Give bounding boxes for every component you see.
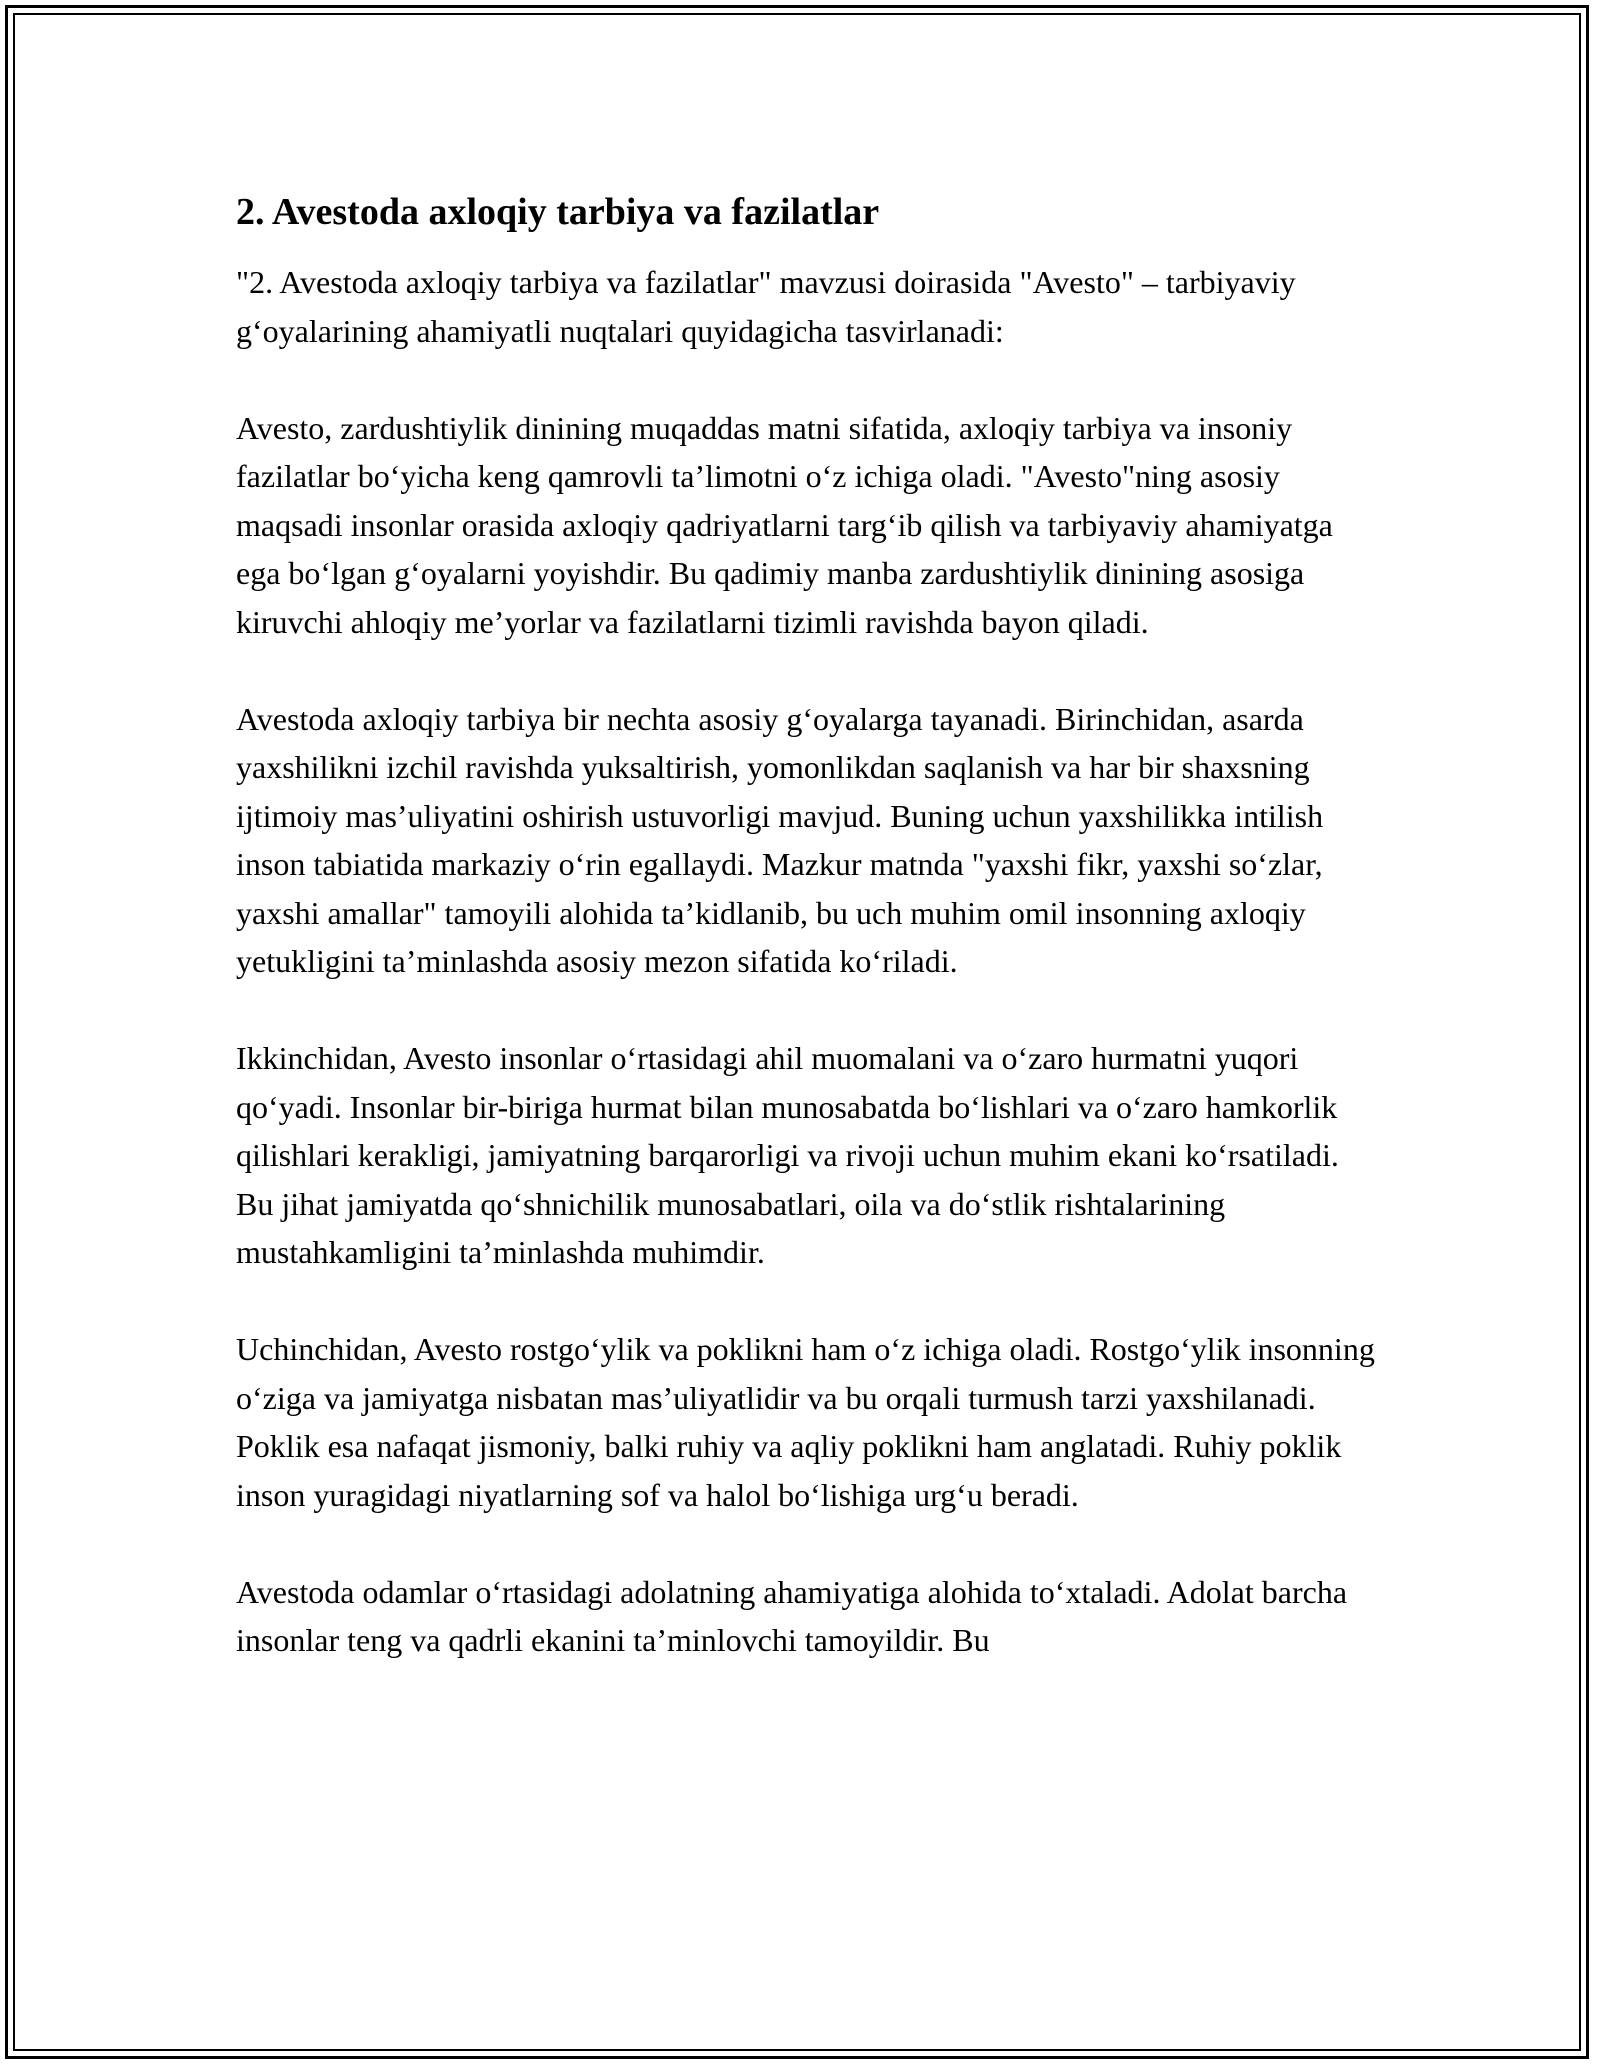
paragraph-intro: "2. Avestoda axloqiy tarbiya va fazilatlar" mavzusi doirasida "Avesto" – tarbiyaviy g‘oyalarining ahamiyatli nuqtalari quyidagicha tasvirlanadi: [236,264,1296,349]
paragraph-justice: Avestoda odamlar o‘rtasidagi adolatning ahamiyatiga alohida to‘xtaladi. Adolat barcha insonlar teng va qadrli ekanini ta’minlovchi tamoyildir. Bu [236,1573,1348,1658]
paragraph-third-principle: Uchinchidan, Avesto rostgo‘ylik va poklikni ham o‘z ichiga oladi. Rostgo‘ylik insonning o‘ziga va jamiyatga nisbatan mas’uliyatlidir va bu orqali turmush tarzi yaxshilanadi. Poklik esa nafaqat jismoniy, balki ruhiy va aqliy poklikni ham anglatadi. Ruhiy poklik inson yuragidagi niyatlarning sof va halol bo‘lishiga urg‘u beradi. [236,1331,1375,1513]
paragraph-avesto-overview: Avesto, zardushtiylik dinining muqaddas matni sifatida, axloqiy tarbiya va insoniy fazilatlar bo‘yicha keng qamrovli ta’limotni o‘z ichiga oladi. "Avesto"ning asosiy maqsadi insonlar orasida axloqiy qadriyatlarni targ‘ib qilish va tarbiyaviy ahamiyatga ega bo‘lgan g‘oyalarni yoyishdir. Bu qadimiy manba zardushtiylik dinining asosiga kiruvchi ahloqiy me’yorlar va fazilatlarni tizimli ravishda bayon qiladi. [236,409,1333,640]
document-body [236,186,1376,1713]
paragraph-first-principle: Avestoda axloqiy tarbiya bir nechta asosiy g‘oyalarga tayanadi. Birinchidan, asarda yaxshilikni izchil ravishda yuksaltirish, yomonlikdan saqlanish va har bir shaxsning ijtimoiy mas’uliyatini oshirish ustuvorligi mavjud. Buning uchun yaxshilikka intilish inson tabiatida markaziy o‘rin egallaydi. Mazkur matnda "yaxshi fikr, yaxshi so‘zlar, yaxshi amallar" tamoyili alohida ta’kidlanib, bu uch muhim omil insonning axloqiy yetukligini ta’minlashda asosiy mezon sifatida ko‘riladi. [236,700,1324,979]
paragraph-second-principle: Ikkinchidan, Avesto insonlar o‘rtasidagi ahil muomalani va o‘zaro hurmatni yuqori qo‘yadi. Insonlar bir-biriga hurmat bilan munosabatda bo‘lishlari va o‘zaro hamkorlik qilishlari kerakligi, jamiyatning barqarorligi va rivoji uchun muhim ekani ko‘rsatiladi. Bu jihat jamiyatda qo‘shnichilik munosabatlari, oila va do‘stlik rishtalarining mustahkamligini ta’minlashda muhimdir. [236,1040,1339,1270]
section-heading: 2. Avestoda axloqiy tarbiya va fazilatlar [236,191,880,233]
